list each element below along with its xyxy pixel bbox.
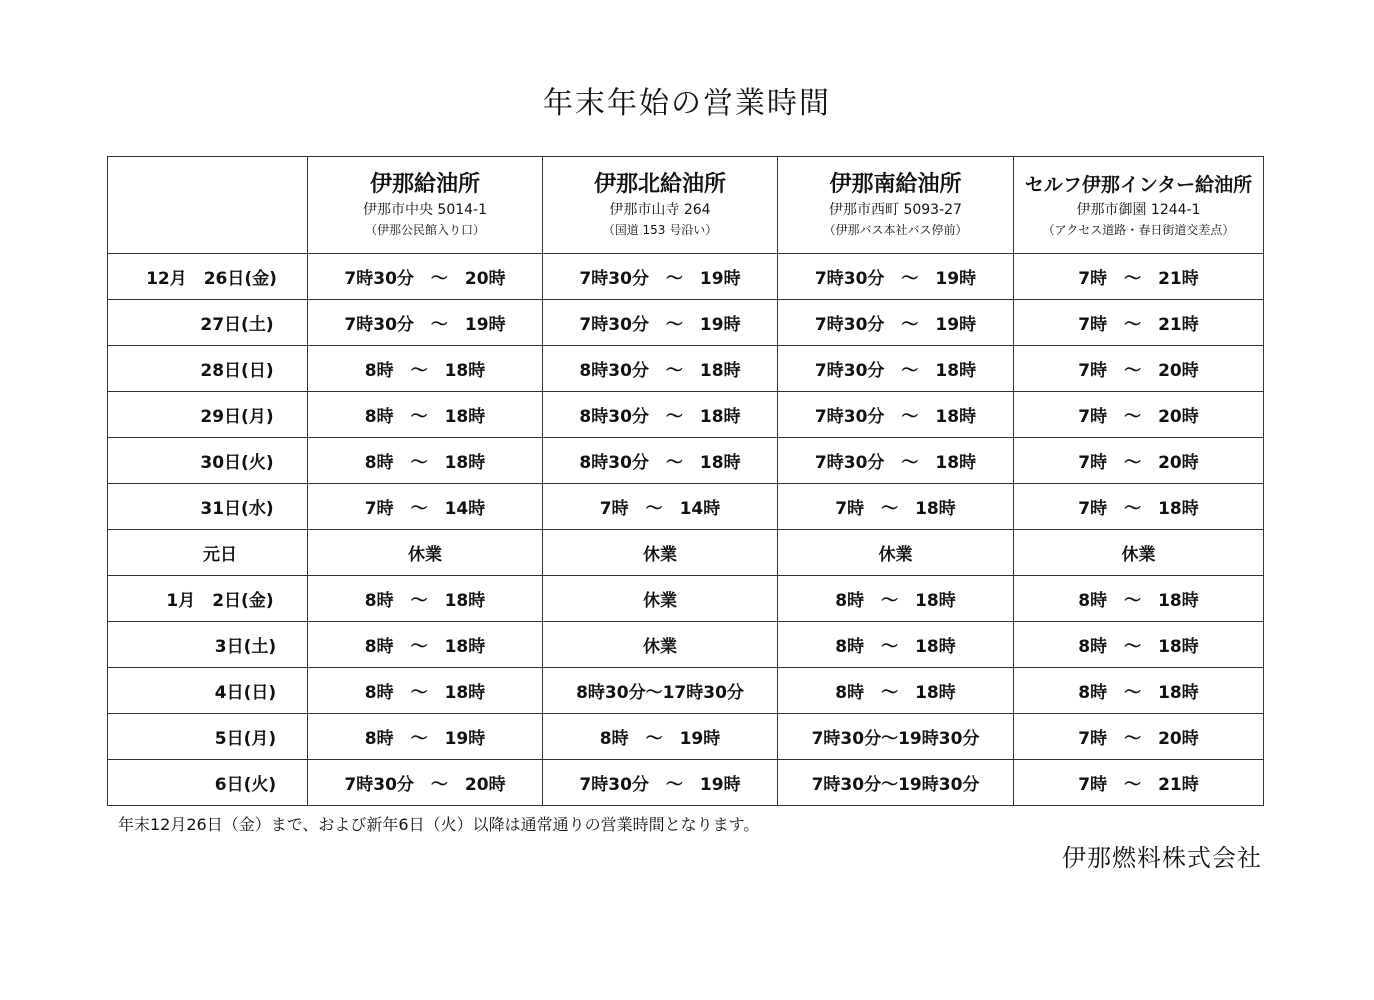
hours-cell: 7時30分 ～ 18時 — [778, 392, 1014, 438]
station-note: （アクセス道路・春日街道交差点） — [1042, 223, 1235, 237]
hours-cell: 7時 ～ 21時 — [1014, 300, 1264, 346]
hours-cell: 7時30分 ～ 19時 — [543, 300, 778, 346]
hours-cell: 8時 ～ 18時 — [308, 438, 543, 484]
hours-cell: 休業 — [1014, 530, 1264, 576]
station-header — [308, 157, 543, 254]
page-title: 年末年始の営業時間 — [543, 86, 831, 121]
hours-cell: 7時30分 ～ 19時 — [778, 300, 1014, 346]
hours-cell: 7時 ～ 21時 — [1014, 760, 1264, 806]
station-name: 伊那南給油所 — [829, 172, 962, 197]
hours-cell: 7時30分 ～ 20時 — [308, 760, 543, 806]
hours-cell: 7時30分 ～ 19時 — [543, 254, 778, 300]
hours-cell: 8時30分～17時30分 — [543, 668, 778, 714]
company-name: 伊那燃料株式会社 — [1062, 844, 1262, 872]
hours-cell: 8時 ～ 18時 — [1014, 622, 1264, 668]
hours-cell: 7時 ～ 20時 — [1014, 346, 1264, 392]
date-cell — [108, 392, 308, 438]
date-cell — [108, 576, 308, 622]
hours-cell: 8時 ～ 19時 — [543, 714, 778, 760]
date-cell — [108, 714, 308, 760]
table-row — [108, 346, 1264, 392]
hours-cell: 8時 ～ 18時 — [1014, 668, 1264, 714]
corner-cell — [108, 157, 308, 254]
date-cell — [108, 254, 308, 300]
hours-cell: 休業 — [308, 530, 543, 576]
footer-note: 年末12月26日（金）まで、および新年6日（火）以降は通常通りの営業時間となります。 — [118, 815, 760, 834]
hours-table — [107, 156, 1264, 806]
date-cell — [108, 300, 308, 346]
date-label: 29日(月) — [149, 407, 274, 427]
station-address: 伊那市西町 5093-27 — [829, 202, 962, 218]
station-header — [778, 157, 1014, 254]
hours-cell: 8時 ～ 18時 — [308, 622, 543, 668]
hours-cell: 8時 ～ 18時 — [778, 576, 1014, 622]
hours-cell: 7時30分 ～ 18時 — [778, 438, 1014, 484]
date-cell — [108, 484, 308, 530]
hours-cell: 7時 ～ 14時 — [543, 484, 778, 530]
hours-cell: 休業 — [543, 622, 778, 668]
station-name: 伊那給油所 — [369, 172, 480, 197]
hours-cell: 7時30分 ～ 19時 — [778, 254, 1014, 300]
hours-cell: 7時 ～ 20時 — [1014, 392, 1264, 438]
hours-cell: 7時30分 ～ 19時 — [308, 300, 543, 346]
hours-cell: 休業 — [543, 576, 778, 622]
table-row — [108, 300, 1264, 346]
hours-cell: 7時30分 ～ 19時 — [543, 760, 778, 806]
hours-cell: 7時30分 ～ 18時 — [778, 346, 1014, 392]
table-row — [108, 484, 1264, 530]
hours-cell: 8時 ～ 19時 — [308, 714, 543, 760]
date-label: 28日(日) — [149, 361, 274, 381]
date-cell — [108, 760, 308, 806]
date-label: 27日(土) — [149, 315, 274, 335]
hours-cell: 8時 ～ 18時 — [1014, 576, 1264, 622]
hours-cell: 8時 ～ 18時 — [308, 576, 543, 622]
hours-cell: 7時 ～ 14時 — [308, 484, 543, 530]
date-label: 12月 26日(金) — [146, 269, 277, 289]
hours-cell: 8時30分 ～ 18時 — [543, 346, 778, 392]
hours-cell: 8時 ～ 18時 — [308, 668, 543, 714]
hours-cell: 7時 ～ 18時 — [1014, 484, 1264, 530]
station-address: 伊那市御園 1244-1 — [1076, 202, 1201, 218]
table-row — [108, 576, 1264, 622]
date-cell — [108, 668, 308, 714]
station-note: （伊那バス本社バス停前） — [823, 223, 968, 237]
station-name: セルフ伊那インター給油所 — [1024, 174, 1253, 196]
table-row — [108, 668, 1264, 714]
hours-cell: 8時30分 ～ 18時 — [543, 438, 778, 484]
table-row — [108, 438, 1264, 484]
date-label: 3日(土) — [146, 637, 277, 657]
date-cell — [108, 530, 308, 576]
hours-cell: 7時 ～ 20時 — [1014, 714, 1264, 760]
hours-cell: 8時 ～ 18時 — [308, 392, 543, 438]
table-row — [108, 530, 1264, 576]
hours-cell: 8時 ～ 18時 — [778, 668, 1014, 714]
station-address: 伊那市中央 5014-1 — [362, 202, 488, 218]
hours-cell: 8時 ～ 18時 — [778, 622, 1014, 668]
table-row — [108, 392, 1264, 438]
date-label: 31日(水) — [149, 499, 274, 519]
date-label: 5日(月) — [146, 729, 277, 749]
table-row — [108, 622, 1264, 668]
date-label: 1月 2日(金) — [149, 591, 274, 611]
station-note: （国道 153 号沿い） — [602, 223, 718, 237]
hours-cell: 7時30分～19時30分 — [778, 760, 1014, 806]
station-note: （伊那公民館入り口） — [364, 223, 485, 237]
hours-cell: 7時 ～ 21時 — [1014, 254, 1264, 300]
date-cell — [108, 438, 308, 484]
table-row — [108, 714, 1264, 760]
hours-cell: 7時30分 ～ 20時 — [308, 254, 543, 300]
date-label: 30日(火) — [149, 453, 274, 473]
header-row — [108, 157, 1264, 254]
hours-cell: 休業 — [543, 530, 778, 576]
table-row — [108, 254, 1264, 300]
station-name: 伊那北給油所 — [593, 172, 726, 197]
station-header — [543, 157, 778, 254]
date-label: 元日 — [186, 545, 237, 565]
hours-cell: 7時 ～ 20時 — [1014, 438, 1264, 484]
hours-cell: 7時30分～19時30分 — [778, 714, 1014, 760]
hours-cell: 8時 ～ 18時 — [308, 346, 543, 392]
station-address: 伊那市山寺 264 — [609, 202, 711, 218]
hours-cell: 7時 ～ 18時 — [778, 484, 1014, 530]
hours-cell: 休業 — [778, 530, 1014, 576]
date-label: 4日(日) — [146, 683, 277, 703]
date-cell — [108, 346, 308, 392]
hours-cell: 8時30分 ～ 18時 — [543, 392, 778, 438]
table-body — [108, 254, 1264, 806]
table-row — [108, 760, 1264, 806]
station-header — [1014, 157, 1264, 254]
table-header — [108, 157, 1264, 254]
date-cell — [108, 622, 308, 668]
date-label: 6日(火) — [146, 775, 277, 795]
